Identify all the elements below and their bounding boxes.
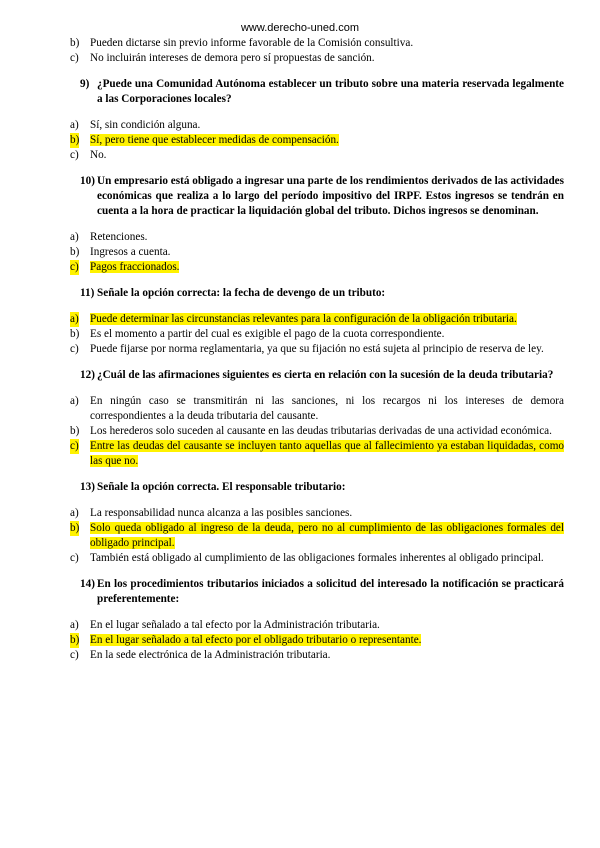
option-label: a): [70, 395, 79, 407]
option-text: No incluirán intereses de demora pero sí propuestas de sanción.: [90, 52, 375, 64]
question-text: ¿Cuál de las afirmaciones siguientes es cierta en relación con la sucesión de la deuda tributaria?: [97, 369, 554, 381]
question-text: En los procedimientos tributarios iniciados a solicitud del interesado la notificación se practicará preferentemente:: [97, 578, 564, 605]
option-text: En la sede electrónica de la Administración tributaria.: [90, 649, 331, 661]
question-number: 11): [80, 287, 95, 299]
question-11: [70, 286, 564, 301]
option-a: [70, 312, 564, 327]
option-text-highlighted: Solo queda obligado al ingreso de la deuda, pero no al cumplimiento de las obligaciones formales del obligado principal.: [90, 522, 564, 549]
option-label-highlighted: b): [70, 522, 80, 534]
option-label: c): [70, 343, 79, 355]
option-label: a): [70, 507, 79, 519]
option-label: b): [70, 425, 80, 437]
site-url[interactable]: www.derecho-uned.com: [240, 22, 359, 34]
option-c: [70, 551, 564, 566]
question-block: [70, 77, 564, 163]
question-block: [70, 286, 564, 357]
option-c: [70, 260, 564, 275]
option-label: b): [70, 328, 80, 340]
option-label-highlighted: b): [70, 134, 80, 146]
question-number: 10): [80, 175, 95, 187]
option-text: También está obligado al cumplimiento de las obligaciones formales inherentes al obligado principal.: [90, 552, 544, 564]
option-label: a): [70, 119, 79, 131]
option-label: b): [70, 37, 80, 49]
question-number: 13): [80, 481, 95, 493]
option-text: Puede fijarse por norma reglamentaria, ya que su fijación no está sujeta al principio de reserva de ley.: [90, 343, 544, 355]
question-9: [70, 77, 564, 107]
option-a: [70, 230, 564, 245]
question-text: Un empresario está obligado a ingresar una parte de los rendimientos derivados de las actividades económicas que realiza a lo largo del período impositivo del IRPF. Estos ingresos se tendrán en cuenta a la hora de practicar la liquidación global del tributo. Dichos ingresos se denominan.: [97, 175, 564, 217]
question-text: Señale la opción correcta: la fecha de devengo de un tributo:: [97, 287, 386, 299]
option-label-highlighted: a): [70, 313, 79, 325]
option-text: No.: [90, 149, 107, 161]
question-14: [70, 577, 564, 607]
question-block: [70, 368, 564, 469]
option-text: Sí, sin condición alguna.: [90, 119, 201, 131]
option-label: c): [70, 149, 79, 161]
option-8b: [70, 36, 564, 51]
option-a: [70, 118, 564, 133]
question-10: [70, 174, 564, 219]
option-text-highlighted: Puede determinar las circunstancias relevantes para la configuración de la obligación tributaria.: [90, 313, 517, 325]
option-text: Retenciones.: [90, 231, 148, 243]
document-body: [70, 36, 564, 663]
question-number: 9): [80, 78, 90, 90]
option-8c: [70, 51, 564, 66]
option-text: Los herederos solo suceden al causante en las deudas tributarias derivadas de una actividad económica.: [90, 425, 552, 437]
question-text: ¿Puede una Comunidad Autónoma establecer un tributo sobre una materia reservada legalmente a las Corporaciones locales?: [97, 78, 564, 105]
option-label-highlighted: b): [70, 634, 80, 646]
option-text: En ningún caso se transmitirán ni las sanciones, ni los recargos ni los intereses de demora correspondientes a la deuda tributaria del causante.: [90, 395, 564, 422]
question-number: 12): [80, 369, 95, 381]
question-13: [70, 480, 564, 495]
option-text-highlighted: Sí, pero tiene que establecer medidas de compensación.: [90, 134, 339, 146]
option-c: [70, 439, 564, 469]
option-text: Ingresos a cuenta.: [90, 246, 171, 258]
option-text: Es el momento a partir del cual es exigible el pago de la cuota correspondiente.: [90, 328, 445, 340]
option-a: [70, 394, 564, 424]
option-c: [70, 648, 564, 663]
option-label-highlighted: c): [70, 440, 79, 452]
option-a: [70, 618, 564, 633]
question-block: [70, 480, 564, 566]
option-label: a): [70, 619, 79, 631]
question-block: [70, 174, 564, 275]
option-label: c): [70, 52, 79, 64]
option-b: [70, 245, 564, 260]
question-text: Señale la opción correcta. El responsable tributario:: [97, 481, 346, 493]
option-b: [70, 521, 564, 551]
option-label-highlighted: c): [70, 261, 79, 273]
option-text: La responsabilidad nunca alcanza a las posibles sanciones.: [90, 507, 353, 519]
option-c: [70, 342, 564, 357]
option-label: c): [70, 649, 79, 661]
option-label: b): [70, 246, 80, 258]
option-a: [70, 506, 564, 521]
option-text: Pueden dictarse sin previo informe favorable de la Comisión consultiva.: [90, 37, 414, 49]
option-c: [70, 148, 564, 163]
question-12: [70, 368, 564, 383]
option-text: En el lugar señalado a tal efecto por la Administración tributaria.: [90, 619, 380, 631]
option-b: [70, 424, 564, 439]
option-label: c): [70, 552, 79, 564]
question-block: [70, 577, 564, 663]
option-b: [70, 633, 564, 648]
option-b: [70, 133, 564, 148]
option-text-highlighted: Entre las deudas del causante se incluyen tanto aquellas que al fallecimiento ya estaban liquidadas, como las que no.: [90, 440, 564, 467]
option-label: a): [70, 231, 79, 243]
option-text-highlighted: En el lugar señalado a tal efecto por el obligado tributario o representante.: [90, 634, 422, 646]
option-text-highlighted: Pagos fraccionados.: [90, 261, 180, 273]
option-b: [70, 327, 564, 342]
question-number: 14): [80, 578, 95, 590]
